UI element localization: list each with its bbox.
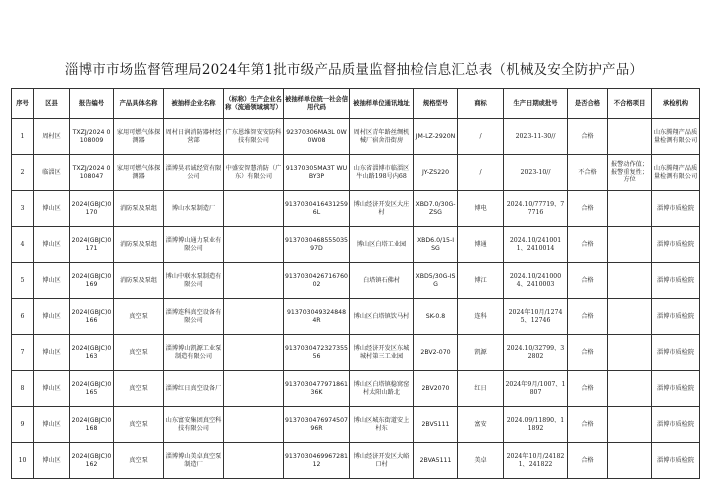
cell-product: 消防泵及泵组	[114, 191, 164, 227]
cell-sampled-company: 淄博博山美卓真空泵制造厂	[164, 443, 224, 479]
cell-producer	[224, 227, 284, 263]
cell-model: 2BV2-070	[414, 335, 458, 371]
cell-sampled-company: 周村日润消防器材经营部	[164, 119, 224, 155]
cell-product: 真空泵	[114, 443, 164, 479]
col-header-address: 被抽样单位通讯地址	[350, 89, 414, 119]
page-title: 淄博市市场监督管理局2024年第1批市级产品质量监督抽检信息汇总表（机械及安全防护产品）	[64, 62, 644, 78]
cell-producer: 中盛安智慧消防（广东）有限公司	[224, 155, 284, 191]
cell-no: 4	[12, 227, 34, 263]
table-header-row	[12, 89, 700, 119]
col-header-credit-code: 被抽样单位统一社会信用代码	[284, 89, 350, 119]
cell-date-batch: 2024.09/11890、11892	[504, 407, 568, 443]
cell-fail-items	[608, 119, 652, 155]
cell-product: 消防泵及泵组	[114, 227, 164, 263]
cell-producer	[224, 371, 284, 407]
cell-pass: 合格	[568, 443, 608, 479]
cell-brand: 美卓	[458, 443, 504, 479]
col-header-product: 产品具体名称	[114, 89, 164, 119]
cell-product: 家用可燃气体探测器	[114, 155, 164, 191]
cell-brand: 红日	[458, 371, 504, 407]
cell-no: 1	[12, 119, 34, 155]
cell-address: 博山区城东街道安上村东	[350, 407, 414, 443]
cell-district: 博山区	[34, 335, 70, 371]
col-header-agency: 承检机构	[652, 89, 700, 119]
cell-credit-code: 91370304164312596L	[284, 191, 350, 227]
cell-district: 博山区	[34, 443, 70, 479]
cell-brand: 富安	[458, 407, 504, 443]
table-row	[12, 299, 700, 335]
col-header-no: 序号	[12, 89, 34, 119]
cell-model: XBD5/30G-ISG	[414, 263, 458, 299]
cell-pass: 合格	[568, 227, 608, 263]
cell-district: 周村区	[34, 119, 70, 155]
cell-fail-items: 报警动作值；报警重复性；方位	[608, 155, 652, 191]
cell-no: 9	[12, 407, 34, 443]
cell-product: 真空泵	[114, 371, 164, 407]
cell-credit-code: 913703049324848 4R	[284, 299, 350, 335]
cell-address: 博山经济开发区大峪口村	[350, 443, 414, 479]
cell-district: 博山区	[34, 371, 70, 407]
cell-sampled-company: 淄博博山通力泵业有限公司	[164, 227, 224, 263]
table-row	[12, 443, 700, 479]
cell-district: 临淄区	[34, 155, 70, 191]
cell-agency: 淄博市质检院	[652, 335, 700, 371]
cell-sampled-company: 博山中联水泵制造有限公司	[164, 263, 224, 299]
cell-product: 真空泵	[114, 407, 164, 443]
cell-producer	[224, 335, 284, 371]
table-row	[12, 335, 700, 371]
cell-model: 2BV2070	[414, 371, 458, 407]
cell-producer	[224, 191, 284, 227]
col-header-producer: （标称）生产企业名称（流通领域填写）	[224, 89, 284, 119]
cell-no: 2	[12, 155, 34, 191]
cell-producer: 广东恩维智安安防科技有限公司	[224, 119, 284, 155]
cell-date-batch: 2024.10/2410004、2410003	[504, 263, 568, 299]
cell-no: 6	[12, 299, 34, 335]
cell-date-batch: 2024.10/77719、77716	[504, 191, 568, 227]
cell-agency: 淄博市质检院	[652, 371, 700, 407]
cell-report-no: TXZJ/2024 0108047	[70, 155, 114, 191]
cell-fail-items	[608, 227, 652, 263]
cell-report-no: 2024(GBJC)0169	[70, 263, 114, 299]
cell-date-batch: 2024年10月/12745、12746	[504, 299, 568, 335]
cell-report-no: 2024(GBJC)0168	[70, 407, 114, 443]
cell-brand: 连科	[458, 299, 504, 335]
cell-district: 博山区	[34, 299, 70, 335]
cell-product: 真空泵	[114, 299, 164, 335]
table-row	[12, 407, 700, 443]
cell-address: 周村区青年路丝绸机械厂宿舍沿街房	[350, 119, 414, 155]
table-row	[12, 227, 700, 263]
cell-pass: 合格	[568, 299, 608, 335]
col-header-pass: 是否合格	[568, 89, 608, 119]
cell-brand: 博江	[458, 263, 504, 299]
cell-no: 10	[12, 443, 34, 479]
cell-pass: 合格	[568, 371, 608, 407]
cell-pass: 合格	[568, 263, 608, 299]
table-row	[12, 155, 700, 191]
col-header-report-no: 报告编号	[70, 89, 114, 119]
cell-district: 博山区	[34, 407, 70, 443]
cell-report-no: 2024(GBJC)0170	[70, 191, 114, 227]
cell-pass: 合格	[568, 119, 608, 155]
cell-report-no: 2024(GBJC)0165	[70, 371, 114, 407]
cell-agency: 淄博市质检院	[652, 299, 700, 335]
cell-fail-items	[608, 299, 652, 335]
cell-agency: 淄博市质检院	[652, 263, 700, 299]
cell-fail-items	[608, 407, 652, 443]
cell-agency: 淄博市质检院	[652, 227, 700, 263]
col-header-model: 规格型号	[414, 89, 458, 119]
cell-district: 博山区	[34, 191, 70, 227]
cell-pass: 合格	[568, 191, 608, 227]
col-header-fail-items: 不合格项目	[608, 89, 652, 119]
cell-report-no: 2024(GBJC)0163	[70, 335, 114, 371]
table-row	[12, 371, 700, 407]
cell-address: 白塔镇石佛村	[350, 263, 414, 299]
cell-producer	[224, 407, 284, 443]
cell-pass: 不合格	[568, 155, 608, 191]
cell-report-no: 2024(GBJC)0162	[70, 443, 114, 479]
cell-credit-code: 913703042671676002	[284, 263, 350, 299]
cell-fail-items	[608, 263, 652, 299]
cell-address: 博山区白塔镇饮马村	[350, 299, 414, 335]
cell-date-batch: 2024.10/32799、32802	[504, 335, 568, 371]
cell-fail-items	[608, 443, 652, 479]
cell-date-batch: 2024年10月/241821、241822	[504, 443, 568, 479]
cell-date-batch: 2024年9月/1007、1807	[504, 371, 568, 407]
cell-address: 博山经济开发区大庄村	[350, 191, 414, 227]
cell-agency: 淄博市质检院	[652, 407, 700, 443]
cell-brand: 博通	[458, 227, 504, 263]
cell-credit-code: 91370305MA3T WUBY3P	[284, 155, 350, 191]
cell-sampled-company: 淄博连科真空设备有限公司	[164, 299, 224, 335]
cell-product: 真空泵	[114, 335, 164, 371]
cell-address: 山东省淄博市临淄区牛山路198号内68	[350, 155, 414, 191]
cell-brand: /	[458, 155, 504, 191]
cell-no: 5	[12, 263, 34, 299]
cell-agency: 山东腾翔产品质量检测有限公司	[652, 119, 700, 155]
cell-brand: 博电	[458, 191, 504, 227]
cell-no: 3	[12, 191, 34, 227]
cell-agency: 淄博市质检院	[652, 443, 700, 479]
table-row	[12, 263, 700, 299]
cell-sampled-company: 淄博博山凯源工业泵制造有限公司	[164, 335, 224, 371]
table-body	[12, 119, 700, 479]
cell-sampled-company: 淄博红日真空设备厂	[164, 371, 224, 407]
cell-agency: 山东腾翔产品质量检测有限公司	[652, 155, 700, 191]
cell-brand: /	[458, 119, 504, 155]
cell-address: 博山经济开发区东城城村第三工业园	[350, 335, 414, 371]
cell-pass: 合格	[568, 335, 608, 371]
cell-district: 博山区	[34, 227, 70, 263]
cell-no: 7	[12, 335, 34, 371]
col-header-date-batch: 生产日期或批号	[504, 89, 568, 119]
cell-address: 博山区白塔镇稳窝窑村太阳山路北	[350, 371, 414, 407]
cell-model: 2BVA5111	[414, 443, 458, 479]
inspection-summary-table	[11, 88, 700, 479]
cell-report-no: 2024(GBJC)0166	[70, 299, 114, 335]
cell-producer	[224, 443, 284, 479]
col-header-brand: 商标	[458, 89, 504, 119]
cell-sampled-company: 博山水泵制造厂	[164, 191, 224, 227]
cell-credit-code: 913703047697450796R	[284, 407, 350, 443]
col-header-district: 区县	[34, 89, 70, 119]
cell-agency: 淄博市质检院	[652, 191, 700, 227]
cell-address: 博山区白塔工业园	[350, 227, 414, 263]
cell-model: SK-0.8	[414, 299, 458, 335]
cell-fail-items	[608, 191, 652, 227]
table-row	[12, 191, 700, 227]
cell-pass: 合格	[568, 407, 608, 443]
cell-report-no: TXZJ/2024 0108009	[70, 119, 114, 155]
cell-credit-code: 913703046855503597D	[284, 227, 350, 263]
cell-model: JY-ZS220	[414, 155, 458, 191]
col-header-sampled-company: 被抽样企业名称	[164, 89, 224, 119]
cell-report-no: 2024(GBJC)0171	[70, 227, 114, 263]
cell-date-batch: 2023-11-30//	[504, 119, 568, 155]
cell-date-batch: 2023-10//	[504, 155, 568, 191]
cell-no: 8	[12, 371, 34, 407]
cell-producer	[224, 263, 284, 299]
cell-date-batch: 2024.10/2410011、2410014	[504, 227, 568, 263]
cell-sampled-company: 淄博昊君诚经贸有限公司	[164, 155, 224, 191]
table-row	[12, 119, 700, 155]
cell-model: XBD6.0/15-ISG	[414, 227, 458, 263]
cell-sampled-company: 山东富安集团真空科技有限公司	[164, 407, 224, 443]
cell-producer	[224, 299, 284, 335]
cell-credit-code: 913703046996728112	[284, 443, 350, 479]
cell-brand: 凯源	[458, 335, 504, 371]
cell-model: 2BV5111	[414, 407, 458, 443]
cell-credit-code: 913703047232735556	[284, 335, 350, 371]
cell-credit-code: 92370306MA3L 0W0W08	[284, 119, 350, 155]
cell-district: 博山区	[34, 263, 70, 299]
cell-model: JM-LZ-2920N	[414, 119, 458, 155]
cell-product: 消防泵及泵组	[114, 263, 164, 299]
cell-fail-items	[608, 371, 652, 407]
cell-model: XBD7.0/30G-ZSG	[414, 191, 458, 227]
cell-product: 家用可燃气体探测器	[114, 119, 164, 155]
cell-credit-code: 913703047797186136K	[284, 371, 350, 407]
cell-fail-items	[608, 335, 652, 371]
